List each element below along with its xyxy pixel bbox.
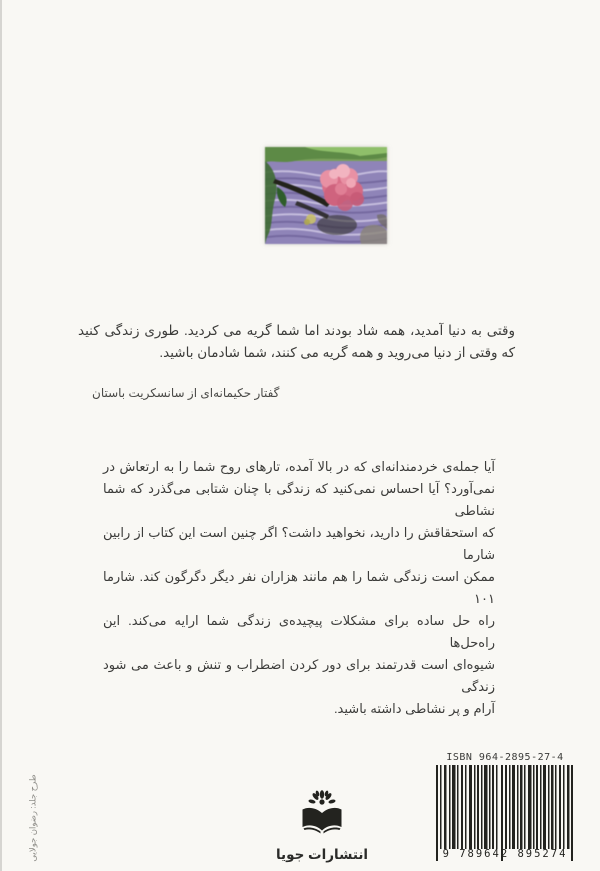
isbn-ean-digits: 9 789642 895274 xyxy=(442,848,568,860)
publisher-name: انتشارات جویا xyxy=(275,847,369,862)
barcode-guard-bar xyxy=(436,765,438,861)
synopsis-line: شیوه‌ای است قدرتمند برای دور کردن اضطراب و تنش و باعث می شود زندگی xyxy=(103,657,495,694)
synopsis-line: آرام و پر نشاطی داشته باشید. xyxy=(333,701,495,716)
synopsis-line: آیا جمله‌ی خردمندانه‌ای که در بالا آمده، تارهای روح شما را به ارتعاش در xyxy=(103,459,495,474)
design-credit: طرح جلد: رضوان جولایی xyxy=(27,774,38,862)
quote-line: که وقتی از دنیا می‌روید و همه گریه می کنند، شما شادمان باشید. xyxy=(159,345,515,360)
cover-photo-art xyxy=(265,147,387,244)
synopsis-paragraph xyxy=(103,456,495,720)
synopsis-line: راه حل ساده برای مشکلات پیچیده‌ی زندگی شما ارایه می‌کند. این راه‌حل‌ها xyxy=(103,613,495,650)
isbn-barcode xyxy=(436,752,574,860)
synopsis-line: که استحقاقش را دارید، نخواهید داشت؟ اگر چنین است این کتاب از رابین شارما xyxy=(103,525,495,562)
barcode-guard-bar xyxy=(501,765,503,861)
barcode-bars xyxy=(436,765,574,849)
quote-attribution: گفتار حکیمانه‌ای از سانسکریت باستان xyxy=(92,386,280,400)
synopsis-line: نمی‌آورد؟ آیا احساس نمی‌کنید که زندگی با چنان شتابی می‌گذرد که شما نشاطی xyxy=(103,481,496,518)
page-left-edge xyxy=(0,0,2,871)
barcode-guard-bar xyxy=(571,765,573,861)
barcode-bars-art xyxy=(436,765,574,849)
publisher-block xyxy=(272,789,372,863)
isbn-label: ISBN 964-2895-27-4 xyxy=(446,752,564,763)
open-book-flower-icon xyxy=(301,789,343,841)
quote-paragraph xyxy=(78,320,515,364)
synopsis-line: ممکن است زندگی شما را هم مانند هزاران نفر دیگر دگرگون کند. شارما ۱۰۱ xyxy=(103,569,495,606)
cover-photo xyxy=(265,147,387,244)
publisher-logo-icon xyxy=(301,789,343,841)
quote-line: وقتی به دنیا آمدید، همه شاد بودند اما شما گریه می کردید. طوری زندگی کنید xyxy=(78,323,515,338)
